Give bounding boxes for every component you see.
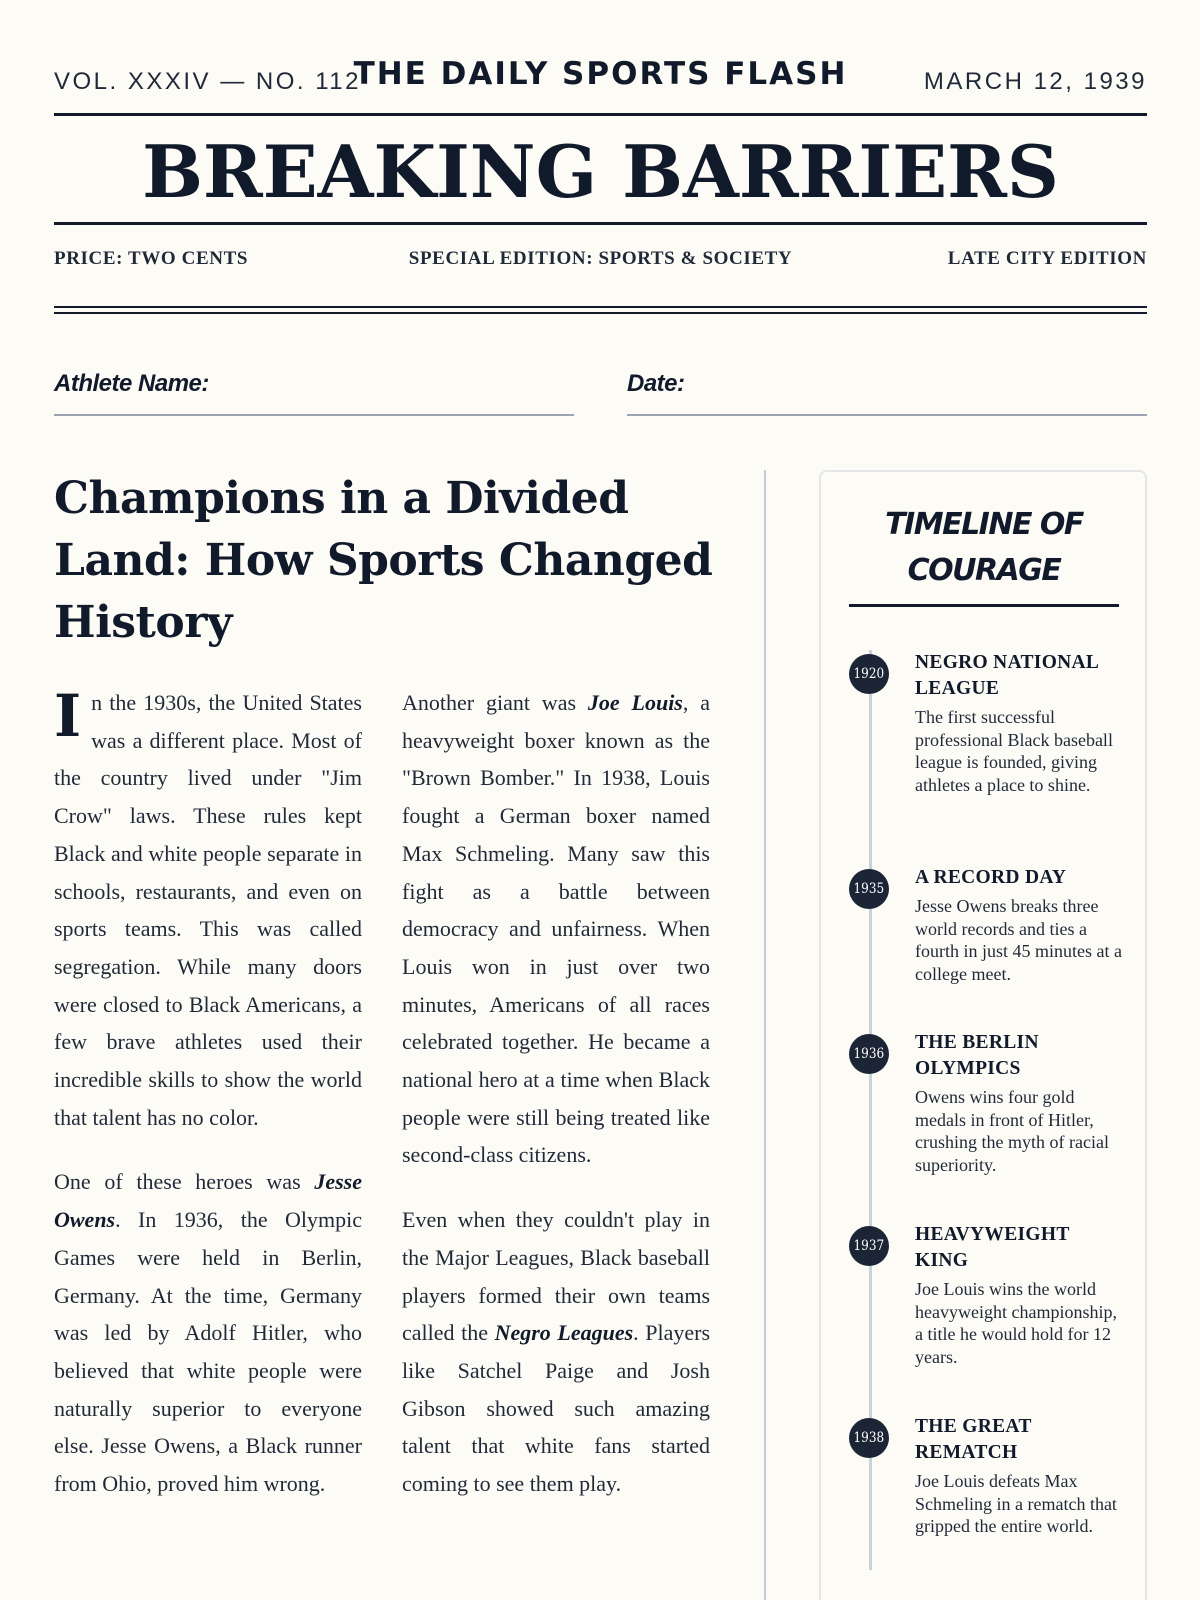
- main-headline: BREAKING BARRIERS: [142, 129, 1059, 214]
- event-title: HEAVYWEIGHT KING: [915, 1224, 1070, 1271]
- event-title: A RECORD DAY: [915, 867, 1067, 888]
- paragraph-owens: [54, 1163, 362, 1502]
- date-label: Date:: [627, 370, 685, 397]
- highlight-name: Joe Louis: [587, 690, 683, 715]
- year-badge: 1936: [849, 1034, 889, 1074]
- timeline-title-rule: [849, 604, 1119, 607]
- timeline-title: TIMELINE OF COURAGE: [885, 507, 1083, 588]
- highlight-name: Negro Leagues: [494, 1320, 634, 1346]
- paragraph-negro-leagues: [402, 1201, 710, 1503]
- paragraph-text: One of these heroes was: [54, 1169, 315, 1195]
- headline-rule: [54, 222, 1147, 225]
- volume-number: VOL. XXXIV — NO. 112: [54, 68, 361, 95]
- masthead-row: [54, 52, 1147, 96]
- column-divider: [764, 470, 766, 1600]
- athlete-name-label: Athlete Name:: [54, 370, 209, 397]
- issue-date: MARCH 12, 1939: [923, 68, 1147, 95]
- paragraph-text: , a heavyweight boxer known as the "Brown Bomber." In 1938, Louis fought a German boxer named Max Schmeling. Many saw this fight as a battle between democracy and unfairness. When Louis won in just over two minutes, Americans of all races celebrated together. He became a national hero at a time when Black people were still being treated like second-class citizens.: [402, 690, 710, 1168]
- year-badge: 1920: [849, 654, 889, 694]
- double-rule-bottom: [54, 312, 1147, 314]
- edition-bar: [54, 248, 1147, 272]
- event-title: THE GREAT REMATCH: [915, 1416, 1032, 1463]
- year-badge: 1938: [849, 1418, 889, 1458]
- paragraph-text: . In 1936, the Olympic Games were held in Berlin, Germany. At the time, Germany was led by Adolf Hitler, who believed that white people were naturally superior to everyone else. Jesse Owens, a Black runner from Ohio, proved him wrong.: [54, 1207, 362, 1497]
- paragraph-text: Another giant was: [402, 690, 588, 715]
- masthead-rule: [54, 113, 1147, 116]
- event-description: Joe Louis defeats Max Schmeling in a rematch that gripped the entire world.: [915, 1471, 1117, 1537]
- article-title: Champions in a Divided Land: How Sports Changed History: [54, 473, 713, 648]
- athlete-name-field[interactable]: [54, 370, 574, 416]
- paragraph-text: n the 1930s, the United States was a different place. Most of the country lived under "Jim Crow" laws. These rules kept Black and white people separate in schools, restaurants, and even on sports teams. This was called segregation. While many doors were closed to Black Americans, a few brave athletes used their incredible skills to show the world that talent has no color.: [54, 690, 362, 1130]
- double-rule-top: [54, 306, 1147, 308]
- special-edition-label: SPECIAL EDITION: SPORTS & SOCIETY: [408, 248, 793, 269]
- event-title: NEGRO NATIONAL LEAGUE: [915, 652, 1099, 699]
- paragraph-text: . Players like Satchel Paige and Josh Gibson showed such amazing talent that white fans started coming to see them play.: [402, 1320, 710, 1497]
- late-edition-label: LATE CITY EDITION: [947, 248, 1147, 269]
- event-description: Joe Louis wins the world heavyweight championship, a title he would hold for 12 years.: [915, 1279, 1117, 1367]
- newspaper-name: THE DAILY SPORTS FLASH: [353, 56, 848, 92]
- event-description: The first successful professional Black baseball league is founded, giving athletes a place to shine.: [915, 707, 1113, 795]
- paragraph-louis: [402, 684, 710, 1174]
- highlight-name: Jesse Owens: [54, 1169, 362, 1233]
- drop-cap: I: [54, 684, 82, 750]
- price-label: PRICE: TWO CENTS: [54, 248, 249, 269]
- year-badge: 1937: [849, 1226, 889, 1266]
- paragraph-text: Even when they couldn't play in the Major Leagues, Black baseball players formed their own teams called the: [402, 1207, 710, 1346]
- event-description: Owens wins four gold medals in front of Hitler, crushing the myth of racial superiority.: [915, 1087, 1109, 1175]
- date-field[interactable]: [627, 370, 1147, 416]
- event-title: THE BERLIN OLYMPICS: [915, 1032, 1039, 1079]
- event-description: Jesse Owens breaks three world records and ties a fourth in just 45 minutes at a college meet.: [915, 896, 1122, 984]
- year-badge: 1935: [849, 869, 889, 909]
- timeline-sidebar: [819, 470, 1147, 1600]
- article-body: [54, 684, 710, 1600]
- paragraph-intro: [54, 684, 362, 1136]
